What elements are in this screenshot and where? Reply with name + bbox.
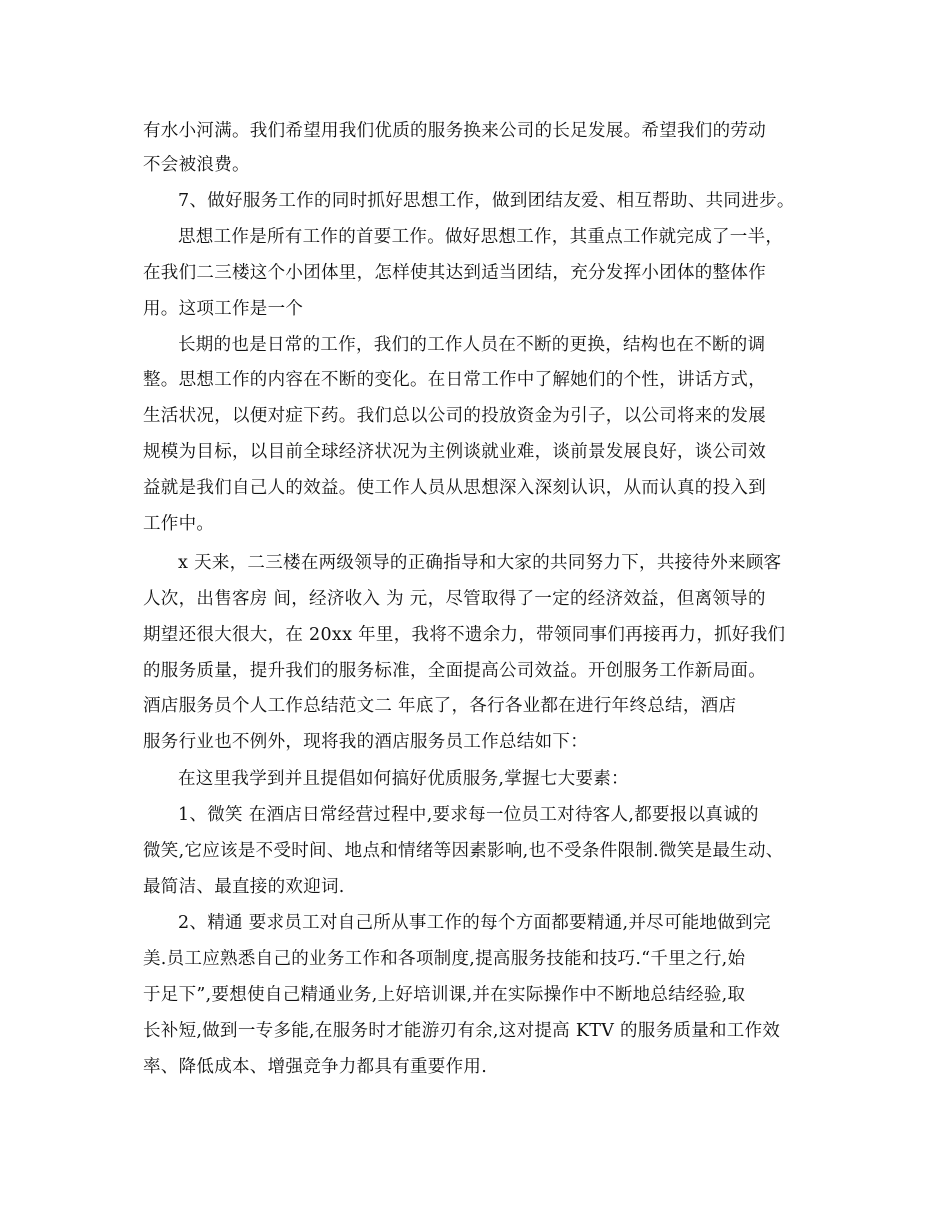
text-line: 率、降低成本、增强竞争力都具有重要作用. (143, 1057, 488, 1077)
text-line: 7、做好服务工作的同时抓好思想工作，做到团结友爱、相互帮助、共同进步。 (178, 191, 795, 211)
text-line: 期望还很大很大，在 20xx 年里，我将不遗余力，带领同事们再接再力，抓好我们 (143, 625, 786, 645)
text-line: 整。思想工作的内容在不断的变化。在日常工作中了解她们的个性，讲话方式， (143, 370, 766, 390)
text-line: 美.员工应熟悉自己的业务工作和各项制度,提高服务技能和技巧.“千里之行,始 (143, 949, 746, 969)
text-line: 在这里我学到并且提倡如何搞好优质服务,掌握七大要素： (178, 769, 629, 789)
text-line: 微笑,它应该是不受时间、地点和情绪等因素影响,也不受条件限制.微笑是最生动、 (143, 841, 784, 861)
text-line: 酒店服务员个人工作总结范文二 年底了，各行各业都在进行年终总结，酒店 (143, 696, 737, 716)
text-line: 益就是我们自己人的效益。使工作人员从思想深入深刻认识，从而认真的投入到 (143, 478, 766, 498)
text-line: 有水小河满。我们希望用我们优质的服务换来公司的长足发展。希望我们的劳动 (143, 121, 766, 141)
text-line: 2、精通 要求员工对自己所从事工作的每个方面都要精通,并尽可能地做到完 (178, 913, 771, 933)
text-line: 长期的也是日常的工作，我们的工作人员在不断的更换，结构也在不断的调 (178, 335, 766, 355)
text-line: x 天来，二三楼在两级领导的正确指导和大家的共同努力下，共接待外来顾客 (178, 553, 782, 573)
text-line: 思想工作是所有工作的首要工作。做好思想工作，其重点工作就完成了一半， (178, 227, 784, 247)
text-line: 最简洁、最直接的欢迎词. (143, 877, 345, 897)
text-line: 于足下”,要想使自己精通业务,上好培训课,并在实际操作中不断地总结经验,取 (143, 985, 746, 1005)
text-line: 1、微笑 在酒店日常经营过程中,要求每一位员工对待客人,都要报以真诚的 (178, 805, 759, 825)
text-line: 长补短,做到一专多能,在服务时才能游刃有余,这对提高 KTV 的服务质量和工作效 (143, 1021, 781, 1041)
text-line: 在我们二三楼这个小团体里，怎样使其达到适当团结，充分发挥小团体的整体作 (143, 263, 766, 283)
text-line: 不会被浪费。 (143, 155, 250, 175)
text-line: 规模为目标，以目前全球经济状况为主例谈就业难，谈前景发展良好，谈公司效 (143, 442, 766, 462)
text-line: 人次，出售客房 间，经济收入 为 元，尽管取得了一定的经济效益，但离领导的 (143, 589, 766, 609)
text-line: 的服务质量，提升我们的服务标准，全面提高公司效益。开创服务工作新局面。 (143, 661, 766, 681)
text-line: 服务行业也不例外，现将我的酒店服务员工作总结如下： (143, 732, 588, 752)
text-line: 工作中。 (143, 514, 215, 534)
text-line: 用。这项工作是一个 (143, 299, 304, 319)
text-line: 生活状况，以便对症下药。我们总以公司的投放资金为引子，以公司将来的发展 (143, 406, 766, 426)
